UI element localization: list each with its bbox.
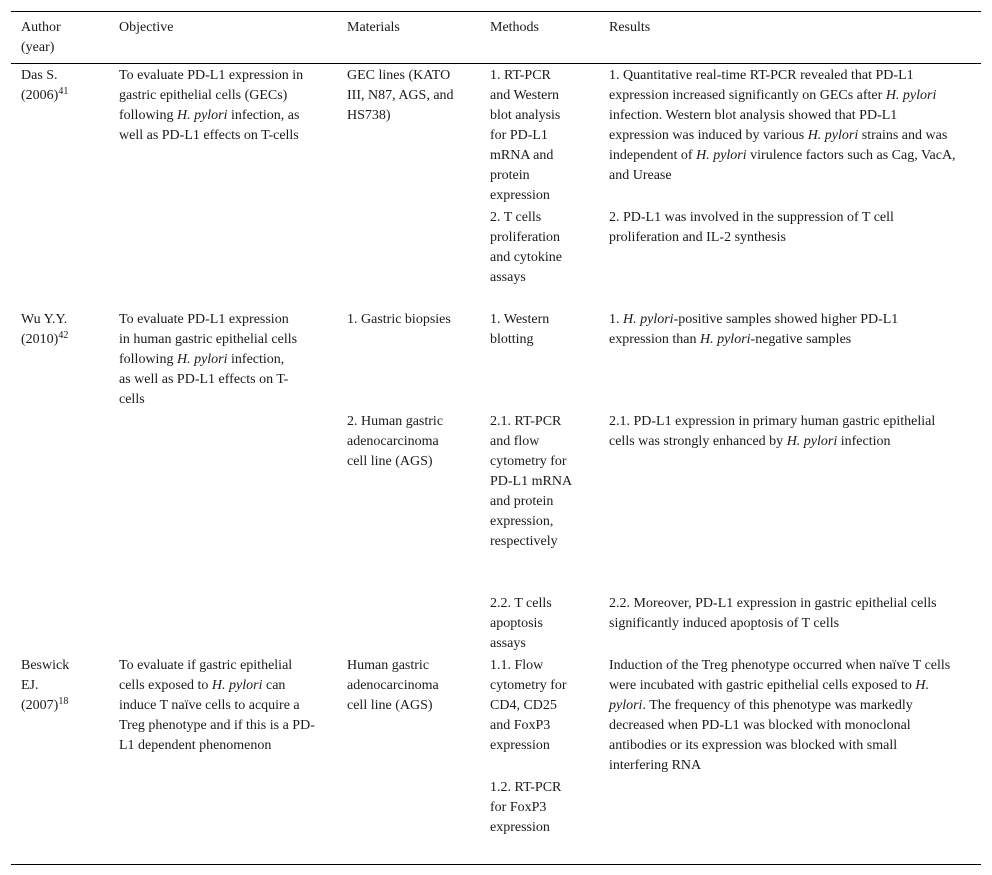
row2-author: Wu Y.Y. $(2010)^{42}$ (21, 312, 69, 347)
row2-method-2: 2.1. RT-PCR and flow cytometry for PD-L1 mRNA and protein expression, respectively (490, 414, 572, 549)
row2-method-3: 2.2. T cells apoptosis assays (490, 596, 552, 651)
row2-result-3: 2.2. Moreover, PD-L1 expression in gastric epithelial cells significantly induced apoptosis of T cells (609, 596, 937, 631)
row2-result-2: 2.1. PD-L1 expression in primary human gastric epithelial cells was strongly enhanced by H. pylori infection (609, 414, 936, 449)
row2-method-1: 1. Western blotting (490, 312, 550, 347)
studies-table (11, 11, 981, 865)
header-author: Author (year) (21, 20, 61, 55)
row3-method-1: 1.1. Flow cytometry for CD4, CD25 and FoxP3 expression (490, 658, 567, 753)
header-materials: Materials (347, 20, 400, 35)
row3-author: Beswick EJ. $(2007)^{18}$ (21, 658, 70, 713)
header-objective: Objective (119, 20, 174, 35)
row1-result-2: 2. PD-L1 was involved in the suppression of T cell proliferation and IL-2 synthesis (609, 210, 894, 245)
row2-material-2: 2. Human gastric adenocarcinoma cell line (AGS) (347, 414, 444, 469)
row1-method-1: 1. RT-PCR and Western blot analysis for PD-L1 mRNA and protein expression (490, 68, 561, 203)
row2-objective: To evaluate PD-L1 expression in human gastric epithelial cells following H. pylori infection, as well as PD-L1 effects on T-cells (119, 312, 298, 407)
header-results: Results (609, 20, 651, 35)
row3-results: Induction of the Treg phenotype occurred when naïve T cells were incubated with gastric epithelial cells exposed to H. pylori. The frequency of this phenotype was markedly decreased when PD-L1 was blocked with monoclonal antibodies or its expression was blocked with small interfering RNA (609, 658, 951, 773)
row3-materials: Human gastric adenocarcinoma cell line (AGS) (347, 658, 439, 713)
row3-objective: To evaluate if gastric epithelial cells exposed to H. pylori can induce T naïve cells to acquire a Treg phenotype and if this is a PD-L1 dependent phenomenon (119, 658, 315, 753)
row1-objective: To evaluate PD-L1 expression in gastric epithelial cells (GECs) following H. pylori infection, as well as PD-L1 effects on T-cells (119, 68, 304, 143)
row2-result-1: 1. H. pylori-positive samples showed higher PD-L1 expression than H. pylori-negative samples (609, 312, 899, 347)
header-rule (11, 63, 981, 64)
header-methods: Methods (490, 20, 539, 35)
row1-author: Das S. $(2006)^{41}$ (21, 68, 69, 103)
row1-materials: GEC lines (KATO III, N87, AGS, and HS738) (347, 68, 454, 123)
row3-method-2: 1.2. RT-PCR for FoxP3 expression (490, 780, 562, 835)
row2-material-1: 1. Gastric biopsies (347, 312, 451, 327)
row1-result-1: 1. Quantitative real-time RT-PCR revealed that PD-L1 expression increased significantly on GECs after H. pylori infection. Western blot analysis showed that PD-L1 expression was induced by various H. pylori strains and was independent of H. pylori virulence factors such as Cag, VacA, and Urease (609, 68, 956, 183)
row1-method-2: 2. T cells proliferation and cytokine assays (490, 210, 562, 285)
